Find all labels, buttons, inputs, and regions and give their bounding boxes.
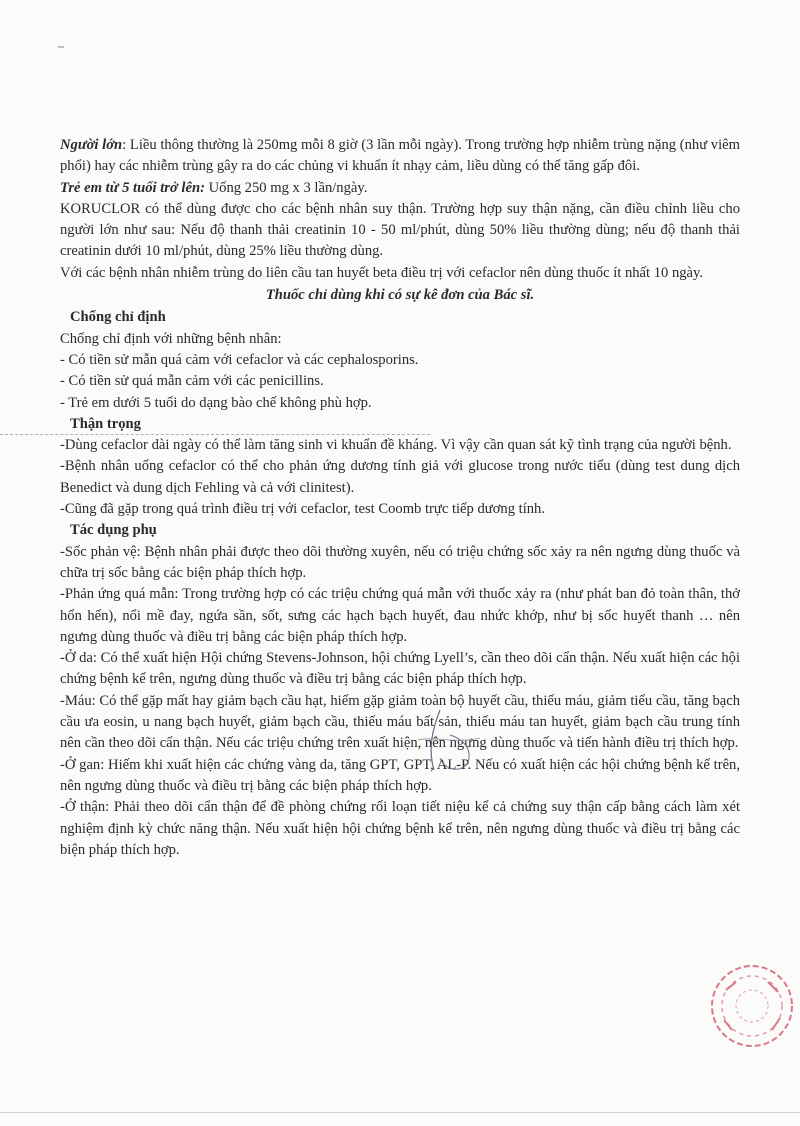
document-body <box>60 135 740 861</box>
adult-label: Người lớn <box>60 137 123 153</box>
side-effect-item: -Phản ứng quá mẫn: Trong trường hợp có các triệu chứng quá mẫn với thuốc xảy ra (như phát ban đỏ toàn thân, thở hổn hển), nổi mề đay, ngứa sần, sốt, sưng các hạch bạch huyết, đau nhức khớp, như bị sốc huyết thanh … nên ngưng dùng thuốc và điều trị bằng các biện pháp thích hợp. <box>60 586 740 645</box>
side-effect-item: -Máu: Có thể gặp mất hay giảm bạch cầu hạt, hiếm gặp giảm toàn bộ huyết cầu, thiếu máu, giảm tiểu cầu, tăng bạch cầu ưa eosin, u nang bạch huyết, giảm bạch cầu, thiếu máu bất sản, thiếu máu tan huyết, giảm bạch cầu trung tính nên cần theo dõi cẩn thận. Nếu các triệu chứng trên xuất hiện, nên ngưng dùng thuốc và tiến hành điều trị thích hợp. <box>60 692 740 752</box>
dosage-strep: Với các bệnh nhân nhiễm trùng do liên cầu tan huyết beta điều trị với cefaclor nên dùng thuốc ít nhất 10 ngày. <box>60 264 704 281</box>
red-seal-stamp-icon <box>706 960 798 1052</box>
side-effect-item: -Ở da: Có thể xuất hiện Hội chứng Stevens-Johnson, hội chứng Lyell’s, cần theo dõi cẩn thận. Nếu xuất hiện các hội chứng bệnh kể trên, ngưng dùng thuốc và điều trị bằng các biện pháp thích hợp. <box>60 650 740 688</box>
pen-scribble-icon <box>410 700 500 780</box>
contraindication-item: - Có tiền sử mẫn quá cảm với cefaclor và các cephalosporins. <box>60 351 419 368</box>
scan-bottom-edge <box>0 1112 800 1113</box>
contraindication-item: - Có tiền sử quá mẫn cảm với các penicillins. <box>60 373 324 390</box>
dosage-child <box>60 178 740 199</box>
dosage-renal: KORUCLOR có thể dùng được cho các bệnh nhân suy thận. Trường hợp suy thận nặng, cần điều chỉnh liều cho người lớn như sau: Nếu độ thanh thải creatinin 10 - 50 ml/phút, dùng 50% liều thường dùng; nếu độ thanh thải creatinin dưới 10 ml/phút, dùng 25% liều thường dùng. <box>60 200 740 260</box>
side-effects-heading: Tác dụng phụ <box>70 522 157 539</box>
precaution-item: -Cũng đã gặp trong quá trình điều trị với cefaclor, test Coomb trực tiếp dương tính. <box>60 501 545 518</box>
side-effect-item: -Ở gan: Hiếm khi xuất hiện các chứng vàng da, tăng GPT, GPT, AL-P. Nếu có xuất hiện các hội chứng bệnh kể trên, nên ngưng dùng thuốc và điều trị bằng các biện pháp thích hợp. <box>60 756 740 794</box>
contraindications-heading: Chống chỉ định <box>70 309 166 326</box>
precaution-item: -Dùng cefaclor dài ngày có thể làm tăng sinh vi khuẩn đề kháng. Vì vậy cần quan sát kỹ tình trạng của người bệnh. <box>60 437 732 454</box>
side-effect-item: -Ở thận: Phải theo dõi cẩn thận để đề phòng chứng rối loạn tiết niệu kể cả chứng suy thận cấp bằng cách làm xét nghiệm định kỳ chức năng thận. Nếu xuất hiện hội chứng bệnh kể trên, nên ngưng dùng thuốc và điều trị bằng các biện pháp thích hợp. <box>60 799 740 858</box>
contraindication-item: - Trẻ em dưới 5 tuổi do dạng bào chế không phù hợp. <box>60 394 372 411</box>
prescription-note: Thuốc chỉ dùng khi có sự kê đơn của Bác sĩ. <box>265 287 535 304</box>
child-label: Trẻ em từ 5 tuổi trở lên: <box>60 179 205 196</box>
precautions-heading: Thận trọng <box>70 415 141 432</box>
child-text: Uống 250 mg x 3 lần/ngày. <box>204 179 368 196</box>
precaution-item: -Bệnh nhân uống cefaclor có thể cho phản ứng dương tính giả với glucose trong nước tiểu (dùng test dung dịch Benedict và dung dịch Fehling và cả với clinitest). <box>60 458 740 496</box>
scan-mark <box>58 46 64 48</box>
contraindications-intro: Chống chỉ định với những bệnh nhân: <box>60 330 282 347</box>
adult-text: : Liều thông thường là 250mg mỗi 8 giờ (3 lần mỗi ngày). Trong trường hợp nhiễm trùng nặng (như viêm phổi) hay các nhiễm trùng gây ra do các chủng vi khuẩn ít nhạy cảm, liều dùng có thể tăng gấp đôi. <box>60 137 740 175</box>
dosage-adult <box>60 135 740 178</box>
side-effect-item: -Sốc phản vệ: Bệnh nhân phải được theo dõi thường xuyên, nếu có triệu chứng sốc xảy ra nên ngưng dùng thuốc và chữa trị sốc bằng các biện pháp thích hợp. <box>60 543 740 581</box>
